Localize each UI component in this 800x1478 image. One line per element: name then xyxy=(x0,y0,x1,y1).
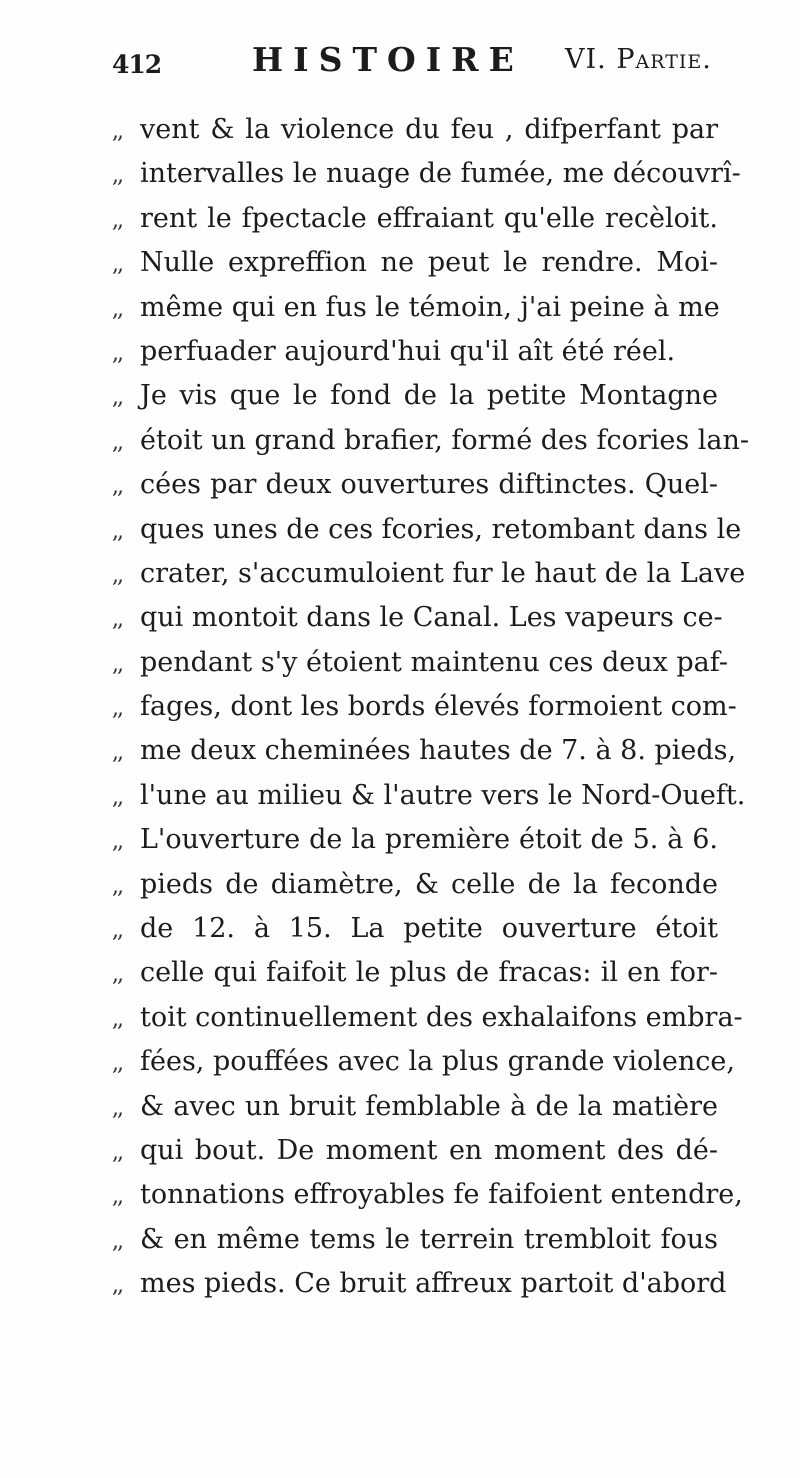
text-line: ,, qui bout. De moment en moment des dé- xyxy=(112,1129,722,1173)
part-label: VI. Partie. xyxy=(565,44,712,75)
text-line: ,, pieds de diamètre, & celle de la feconde xyxy=(112,863,722,907)
text-line: ,, même qui en fus le témoin, j'ai peine à me xyxy=(112,286,722,330)
quote-mark: ,, xyxy=(112,119,122,144)
quote-mark: ,, xyxy=(112,296,122,322)
quote-mark: ,, xyxy=(112,429,122,455)
text-line: ,, vent & la violence du feu , difperfant par xyxy=(112,108,722,152)
text-line: ,, étoit un grand brafier, formé des fcories lan- xyxy=(112,419,722,463)
quote-mark: ,, xyxy=(112,962,122,988)
quote-mark: ,, xyxy=(112,873,122,899)
text-line: ,, celle qui faifoit le plus de fracas: il en for- xyxy=(112,951,722,995)
text-line: ,, perfuader aujourd'hui qu'il aît été réel. xyxy=(112,330,722,374)
quote-mark: ,, xyxy=(112,1273,122,1299)
text-line: ,, mes pieds. Ce bruit affreux partoit d'abord xyxy=(112,1262,722,1306)
quote-mark: ,, xyxy=(112,562,122,588)
text-line: ,, & en même tems le terrein trembloit fous xyxy=(112,1218,722,1262)
text-line: ,, cées par deux ouvertures diftinctes. Quel- xyxy=(112,463,722,507)
text-line: ,, rent le fpectacle effraiant qu'elle recèloit. xyxy=(112,197,722,241)
quote-mark: ,, xyxy=(112,607,122,633)
running-header xyxy=(0,36,800,86)
text-line: ,, qui montoit dans le Canal. Les vapeurs ce- xyxy=(112,596,722,640)
text-line: ,, de 12. à 15. La petite ouverture étoit xyxy=(112,907,722,951)
quote-mark: ,, xyxy=(112,207,122,233)
text-line: ,, toit continuellement des exhalaifons embra- xyxy=(112,996,722,1040)
running-title: HISTOIRE xyxy=(252,40,524,79)
text-line: ,, me deux cheminées hautes de 7. à 8. pieds, xyxy=(112,729,722,773)
text-line: ,, L'ouverture de la première étoit de 5. à 6. xyxy=(112,818,722,862)
text-line: ,, intervalles le nuage de fumée, me découvrî- xyxy=(112,152,722,196)
quote-mark: ,, xyxy=(112,340,122,366)
text-line: ,, pendant s'y étoient maintenu ces deux paf- xyxy=(112,641,722,685)
quote-mark: ,, xyxy=(112,651,122,677)
quote-mark: ,, xyxy=(112,918,122,944)
quote-mark: ,, xyxy=(112,474,122,500)
text-line: ,, tonnations effroyables fe faifoient entendre, xyxy=(112,1173,722,1217)
body-text xyxy=(112,108,750,1307)
quote-mark: ,, xyxy=(112,696,122,722)
quote-mark: ,, xyxy=(112,385,122,411)
text-line: ,, l'une au milieu & l'autre vers le Nord-Oueft. xyxy=(112,774,722,818)
text-line: ,, Nulle expreffion ne peut le rendre. Moi- xyxy=(112,241,722,285)
text-line: ,, Je vis que le fond de la petite Montagne xyxy=(112,374,722,418)
quote-mark: ,, xyxy=(112,1095,122,1121)
quote-mark: ,, xyxy=(112,784,122,810)
quote-mark: ,, xyxy=(112,252,122,278)
text-line: ,, fages, dont les bords élevés formoient com- xyxy=(112,685,722,729)
quote-mark: ,, xyxy=(112,829,122,855)
quote-mark: ,, xyxy=(112,1051,122,1077)
quote-mark: ,, xyxy=(112,740,122,766)
quote-mark: ,, xyxy=(112,1139,122,1165)
text-line: ,, ques unes de ces fcories, retombant dans le xyxy=(112,508,722,552)
quote-mark: ,, xyxy=(112,518,122,544)
text-line: ,, & avec un bruit femblable à de la matière xyxy=(112,1085,722,1129)
quote-mark: ,, xyxy=(112,1006,122,1032)
page-number: 412 xyxy=(112,50,162,79)
quote-mark: ,, xyxy=(112,1228,122,1254)
quote-mark: ,, xyxy=(112,163,122,189)
text-line: ,, crater, s'accumuloient fur le haut de la Lave xyxy=(112,552,722,596)
text-line: ,, fées, pouffées avec la plus grande violence, xyxy=(112,1040,722,1084)
quote-mark: ,, xyxy=(112,1184,122,1210)
